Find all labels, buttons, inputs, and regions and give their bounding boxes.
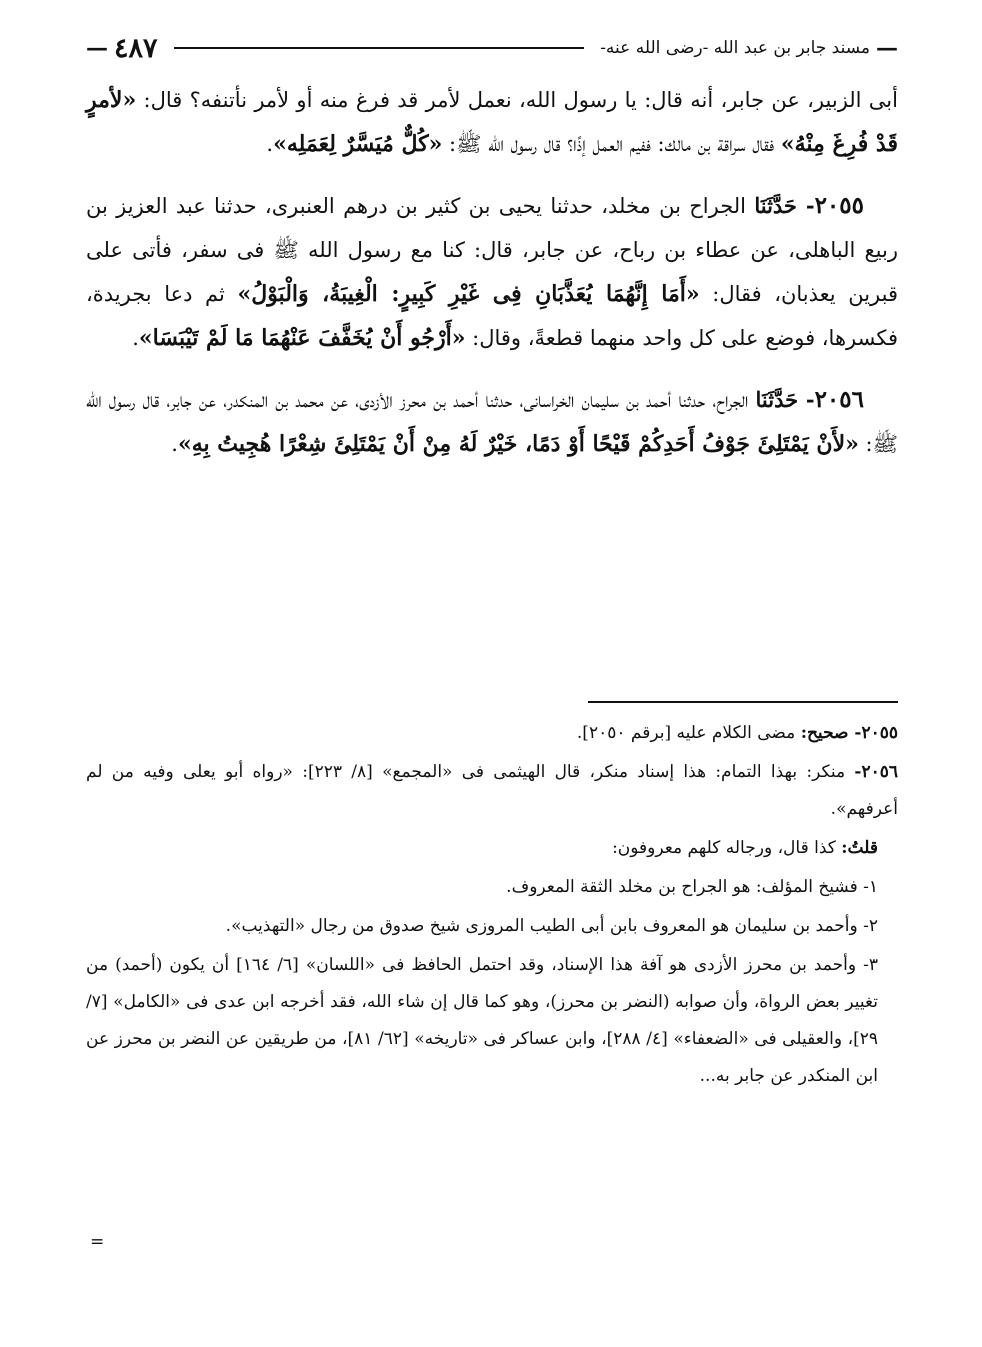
continued-mark: = [90,1232,105,1252]
hadith-2056-opener: - حَدَّثَنَا [755,387,815,412]
hadith-2056 [86,378,898,466]
main-text [86,78,898,472]
continuation-paragraph [86,78,898,166]
note-item-3: ٣- وأحمد بن محرز الأزدى هو آفة هذا الإسناد، وقد احتمل الحافظ فى «اللسان» [٦/ ١٦٤] أن يكون (أحمد) من تغيير بعض الرواة، وأن صوابه (النضر بن محرز)، وهو كما قال إن شاء الله، فقد أخرجه ابن عدى فى «الكامل» [٧/ ٢٩]، والعقيلى فى «الضعفاء» [٤/ ٢٨٨]، وابن عساكر فى «تاريخه» [٦٢/ ٨١]، من طريقين عن النضر بن محرز عن ابن المنكدر عن جابر به... [86,955,878,1086]
qult-text: كذا قال، ورجاله كلهم معروفون: [612,838,842,858]
hadith-number-2055: ٢٠٥٥ [814,192,864,219]
hadith-2055-text-1: الجراح بن مخلد، حدثنا يحيى بن كثير بن درهم العنبرى، حدثنا عبد العزيز بن ربيع الباهلى، عن عطاء بن رباح، عن جابر، قال: كنا مع رسول الله ﷺ فى سفر، فأتى على قبرين يعذبان، فقال: [86,194,899,306]
header-dash-left: — [86,35,108,61]
hadith-2056-text-1: الجراح، حدثنا أحمد بن سليمان الخراسانى، حدثنا أحمد بن محرز الأزدى، عن محمد بن المنكدر، عن جابر، قال رسول الله ﷺ: [86,388,898,456]
page-number: ٤٨٧ [114,32,158,64]
qult-label: قلتُ: [841,838,878,858]
p0-quote-2: «كُلٌّ مُيَسَّرٌ لِعَمَلِه» [273,131,443,157]
hadith-2055-quote-2: «أَرْجُو أَنْ يُخَفَّفَ عَنْهُمَا مَا لَمْ تَيْبَسَا» [138,325,466,351]
note-item-2: ٢- وأحمد بن سليمان هو المعروف بابن أبى الطيب المروزى شيخ صدوق من رجال «التهذيب». [225,916,878,936]
page-header [86,28,898,68]
p0-quote-1: «لأمرٍ قَدْ فُرِغَ مِنْهُ» [86,87,898,157]
header-rule [174,47,585,49]
hadith-number-2056: ٢٠٥٦ [814,386,864,413]
hadith-2055-opener: - حَدَّثَنَا [754,193,815,218]
p0-text: أبى الزبير، عن جابر، أنه قال: يا رسول الله، نعمل لأمر قد فرغ منه أو لأمر نأتنفه؟ قال: [143,88,898,112]
note-2055 [86,715,898,752]
note-qult [86,830,898,867]
footnote-divider [588,701,898,703]
running-title: مسند جابر بن عبد الله -رضى الله عنه- [600,38,870,58]
hadith-2055-text-2: ثم دعا بجريدة، فكسرها، فوضع على كل واحد منهما قطعةً، وقال: [86,282,898,350]
p0-mid: فقال سراقة بن مالك: ففيم العمل إذًا؟ قال رسول الله ﷺ: [442,132,781,156]
note-2056-label: منكر: [806,762,855,782]
note-2055-label: صحيح: [800,723,855,743]
note-item-1: ١- فشيخ المؤلف: هو الجراح بن مخلد الثقة المعروف. [506,877,878,897]
header-dash-right: — [876,35,898,61]
note-2055-number: ٢٠٥٥- [854,723,898,743]
note-2056-number: ٢٠٥٦- [854,762,898,782]
hadith-2055-end: . [132,326,139,350]
note-2055-text: مضى الكلام عليه [برقم ٢٠٥٠]. [576,723,801,743]
note-2056 [86,754,898,828]
note-2056-text: بهذا التمام: هذا إسناد منكر، قال الهيثمى فى «المجمع» [٨/ ٢٢٣]: «رواه أبو يعلى وفيه من لم أعرفهم». [86,762,898,819]
footnotes [86,715,898,1097]
hadith-2055 [86,184,898,360]
hadith-2056-end: . [171,432,178,456]
hadith-2055-quote-1: «أَمَا إِنَّهُمَا يُعَذَّبَانِ فِى غَيْرِ كَبِيرٍ: الْغِيبَةُ، وَالْبَوْلُ» [237,281,700,307]
hadith-2056-quote-1: «لأَنْ يَمْتَلِئَ جَوْفُ أَحَدِكُمْ قَيْحًا أَوْ دَمًا، خَيْرٌ لَهُ مِنْ أَنْ يَمْتَلِئَ شِعْرًا هُجِيتُ بِهِ» [177,431,859,457]
p0-end: . [266,132,274,156]
